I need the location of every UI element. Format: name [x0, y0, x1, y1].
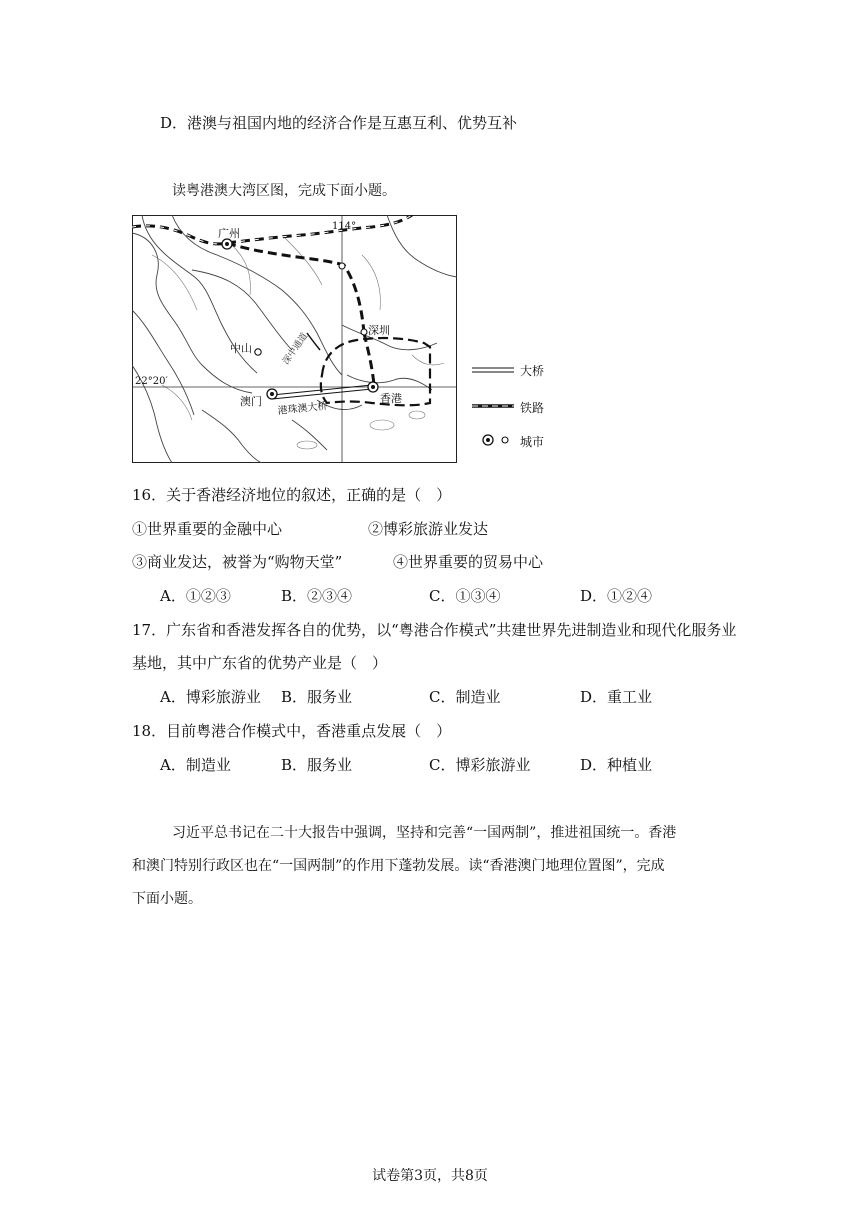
q17-stem-line1: 17．广东省和香港发挥各自的优势，以“粤港合作模式”共建世界先进制造业和现代化服务业	[132, 621, 737, 639]
map-intro: 读粤港澳大湾区图，完成下面小题。	[172, 183, 396, 199]
city-guangzhou-marker	[222, 239, 232, 249]
legend-bridge-label: 大桥	[520, 364, 545, 378]
label-shenzhen: 深圳	[368, 324, 390, 337]
label-guangzhou: 广州	[218, 227, 240, 240]
label-macau: 澳门	[240, 395, 262, 408]
q16-option-b[interactable]: B．②③④	[281, 587, 353, 605]
q16-option-a[interactable]: A．①②③	[160, 587, 231, 605]
q16-statement-1: ①世界重要的金融中心	[132, 520, 283, 538]
label-zhongshan: 中山	[230, 342, 252, 355]
label-bridge: 港珠澳大桥	[277, 400, 329, 417]
legend-railway-label: 铁路	[520, 401, 545, 415]
q17-option-a[interactable]: A．博彩旅游业	[160, 688, 261, 706]
intro2-line2: 和澳门特别行政区也在“一国两制”的作用下蓬勃发展。读“香港澳门地理位置图”，完成	[132, 858, 665, 874]
q16-option-c[interactable]: C．①③④	[429, 587, 501, 605]
q18-option-c[interactable]: C．博彩旅游业	[429, 756, 531, 774]
q16-option-d[interactable]: D．①②④	[580, 587, 653, 605]
q18-option-b[interactable]: B．服务业	[281, 756, 353, 774]
label-hongkong: 香港	[380, 392, 402, 405]
q17-stem-line2: 基地，其中广东省的优势产业是（ ）	[132, 654, 388, 672]
q17-option-c[interactable]: C．制造业	[429, 688, 501, 706]
intro2-line3: 下面小题。	[132, 891, 202, 907]
previous-option-d: D．港澳与祖国内地的经济合作是互惠互利、优势互补	[160, 114, 518, 132]
q16-statement-2: ②博彩旅游业发达	[368, 520, 489, 538]
q18-option-a[interactable]: A．制造业	[160, 756, 231, 774]
label-channel: 深中通道	[281, 331, 311, 367]
q16-statement-3: ③商业发达，被誉为“购物天堂”	[132, 553, 343, 571]
legend-city-label: 城市	[520, 435, 545, 449]
q16-stem: 16．关于香港经济地位的叙述，正确的是（ ）	[132, 486, 452, 504]
q18-stem: 18．目前粤港合作模式中，香港重点发展（ ）	[132, 722, 452, 740]
page-footer: 试卷第3页，共8页	[372, 1168, 488, 1184]
greater-bay-area-map	[132, 215, 457, 463]
q17-option-d[interactable]: D．重工业	[580, 688, 653, 706]
q16-statement-4: ④世界重要的贸易中心	[393, 553, 544, 571]
map-legend-symbols	[470, 360, 520, 450]
label-longitude: 114°	[332, 221, 357, 232]
label-latitude: 22°20′	[135, 376, 168, 387]
q18-option-d[interactable]: D．种植业	[580, 756, 653, 774]
q17-option-b[interactable]: B．服务业	[281, 688, 353, 706]
intro2-line1: 习近平总书记在二十大报告中强调，坚持和完善“一国两制”，推进祖国统一。香港	[172, 825, 677, 841]
